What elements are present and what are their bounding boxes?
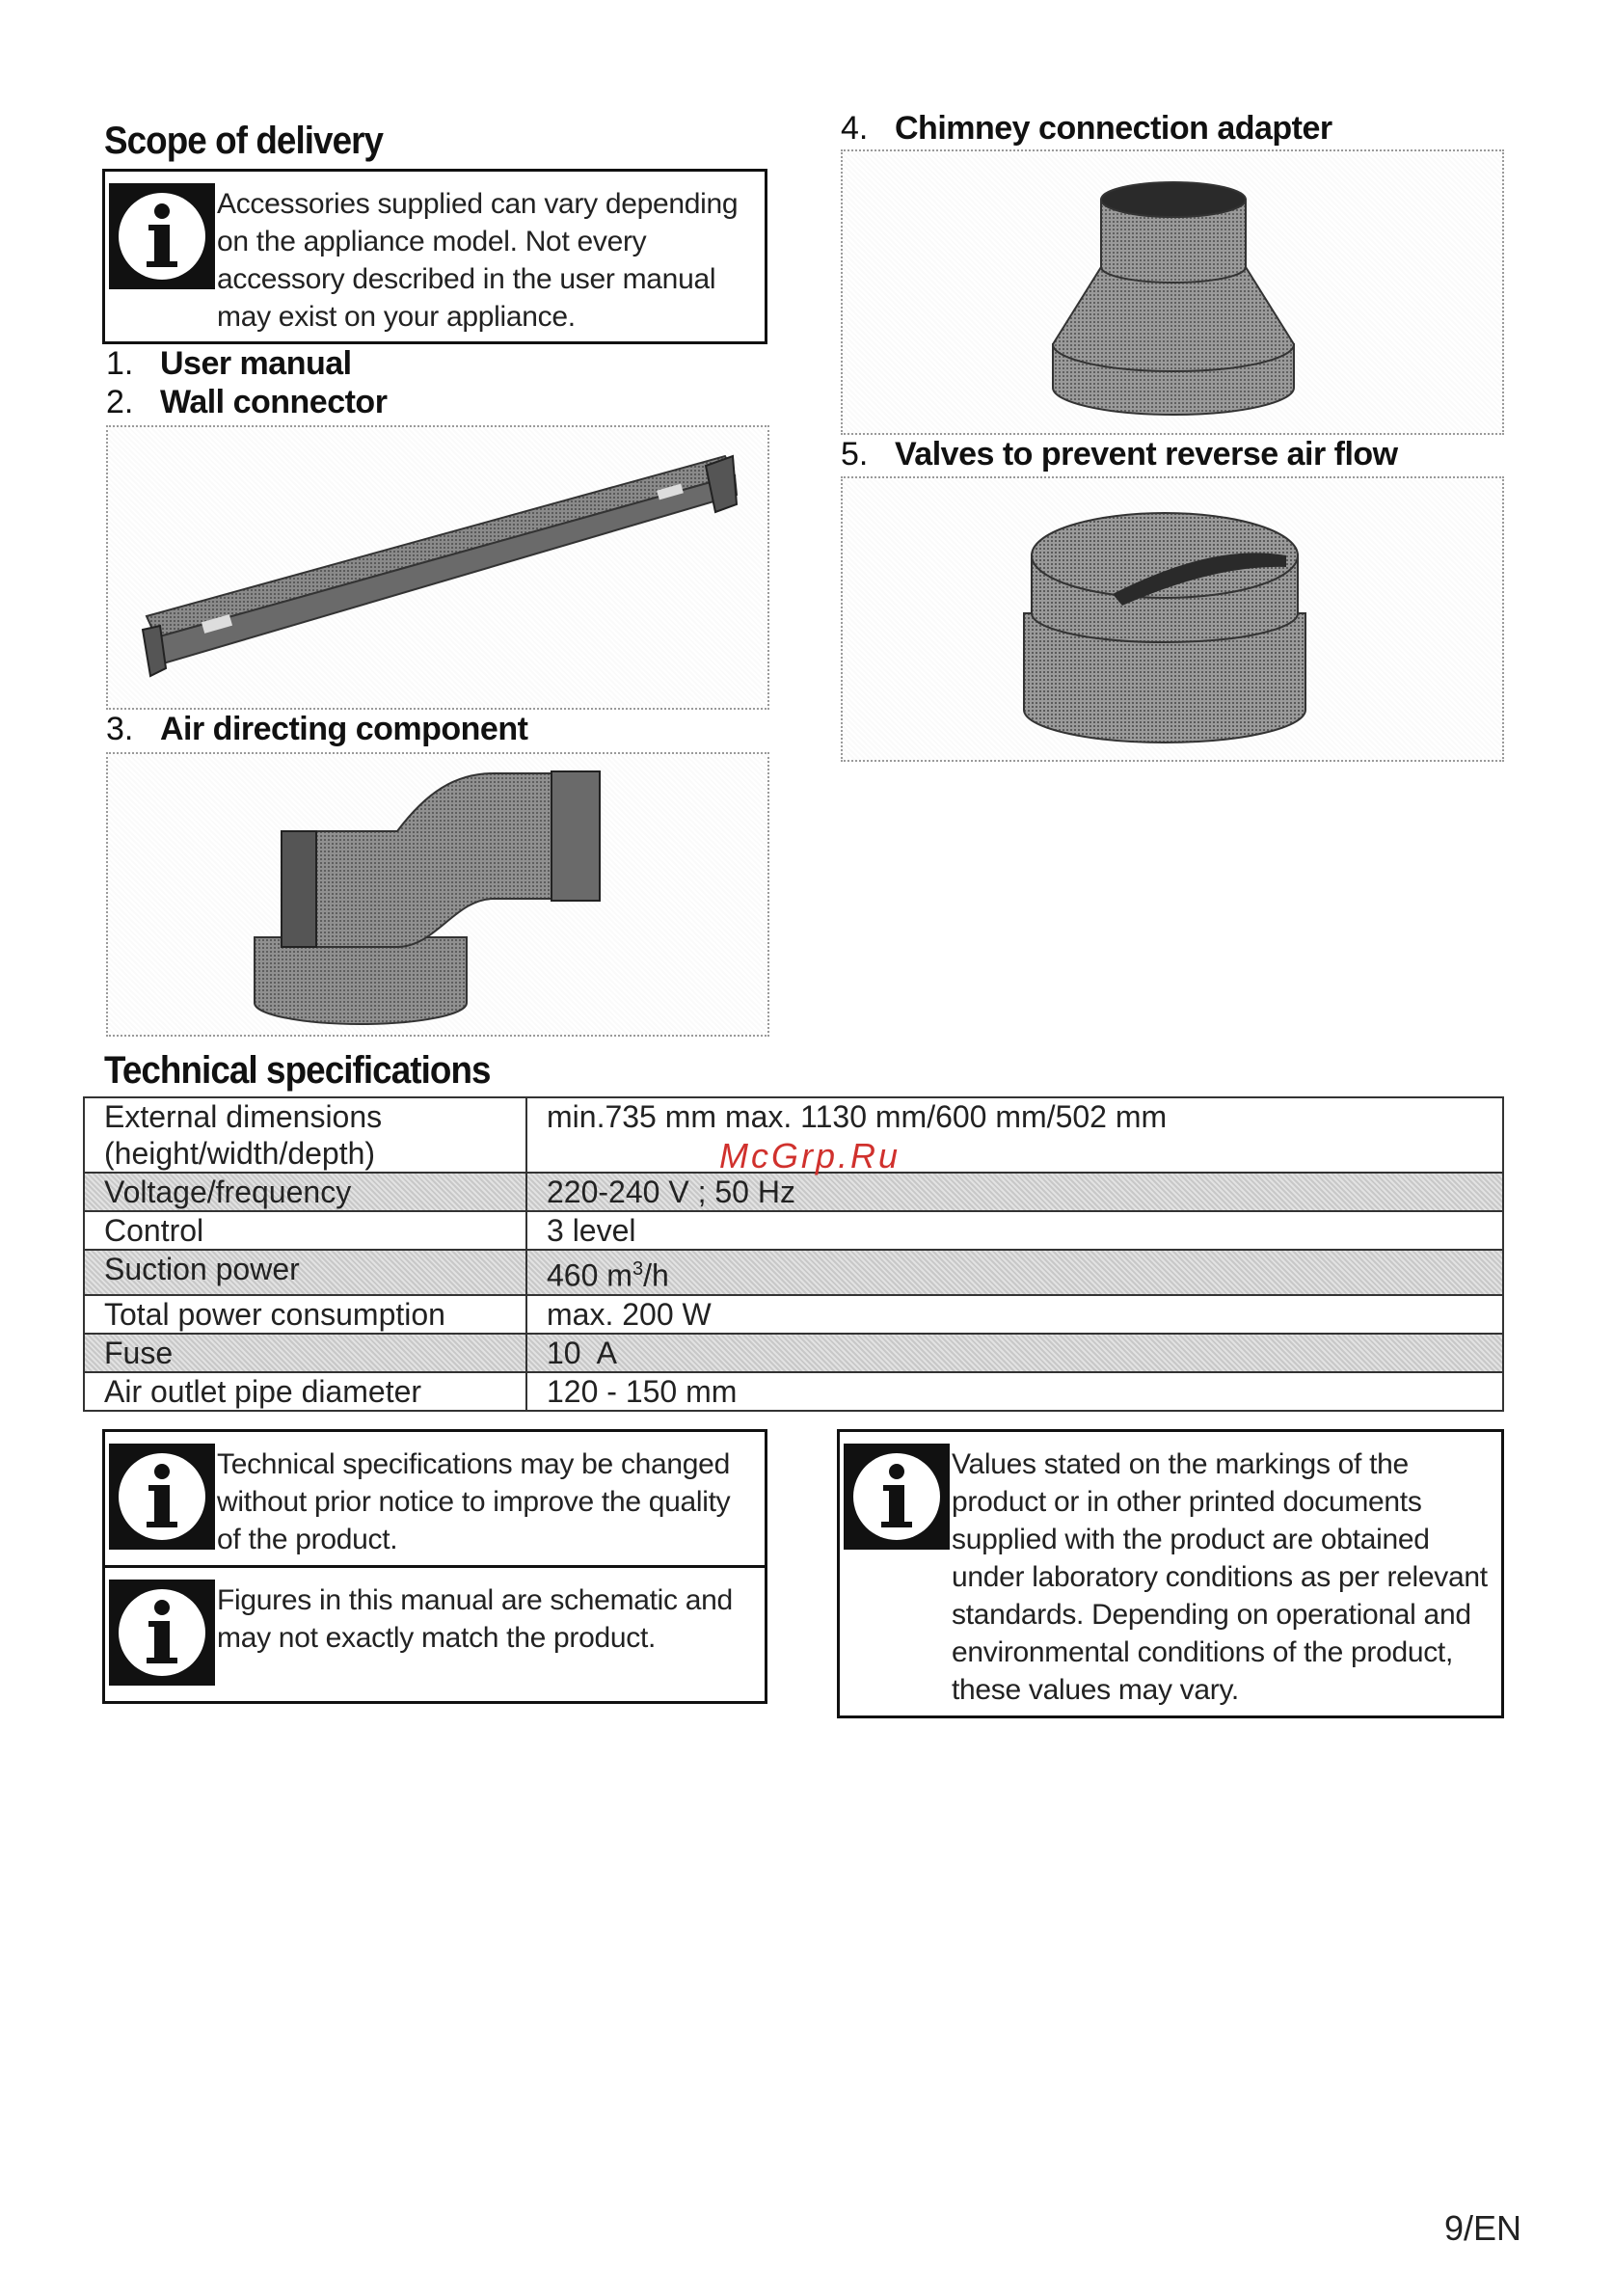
item-valves bbox=[841, 436, 1398, 473]
tech-heading: Technical specifications bbox=[104, 1049, 491, 1092]
watermark: McGrp.Ru bbox=[719, 1136, 901, 1175]
table-row bbox=[84, 1250, 1503, 1295]
spec-value-main: 460 m bbox=[547, 1257, 632, 1293]
table-row bbox=[84, 1173, 1503, 1211]
item-number: 5. bbox=[841, 436, 869, 473]
spec-label: Voltage/frequency bbox=[84, 1173, 526, 1211]
values-stated-note bbox=[837, 1429, 1504, 1718]
spec-value: 220-240 V ; 50 Hz bbox=[526, 1173, 1503, 1211]
item-label: Chimney connection adapter bbox=[895, 110, 1332, 147]
tech-change-note bbox=[102, 1429, 767, 1568]
item-number: 1. bbox=[106, 345, 134, 382]
info-icon bbox=[109, 183, 215, 289]
schematic-text: Figures in this manual are schematic and may not exactly match the product. bbox=[217, 1584, 733, 1654]
scope-note bbox=[102, 169, 767, 344]
info-icon bbox=[844, 1444, 950, 1550]
spec-value: 10 A bbox=[526, 1334, 1503, 1372]
values-stated-text: Values stated on the markings of the product or in other printed documents supplied with the product are obtained under laboratory conditions as per relevant standards. Depending on operational and environmental conditions of the product, these values may vary. bbox=[952, 1448, 1488, 1706]
spec-label: Total power consumption bbox=[84, 1295, 526, 1334]
item-label: Air directing component bbox=[160, 711, 528, 747]
tech-change-text: Technical specifications may be changed without prior notice to improve the quality of the product. bbox=[217, 1448, 731, 1555]
item-air-directing bbox=[106, 711, 527, 748]
item-label: Valves to prevent reverse air flow bbox=[895, 436, 1398, 473]
page-number: 9/EN bbox=[1443, 2208, 1521, 2248]
spec-label: Fuse bbox=[84, 1334, 526, 1372]
schematic-note bbox=[102, 1565, 767, 1704]
spec-value: max. 200 W bbox=[526, 1295, 1503, 1334]
scope-heading: Scope of delivery bbox=[104, 120, 384, 162]
spec-value bbox=[526, 1250, 1503, 1295]
spec-value-sup: 3 bbox=[632, 1258, 644, 1280]
table-row bbox=[84, 1372, 1503, 1411]
item-label: Wall connector bbox=[160, 384, 388, 420]
info-icon bbox=[109, 1444, 215, 1550]
spec-value: 3 level bbox=[526, 1211, 1503, 1250]
spec-value-suffix: /h bbox=[643, 1257, 669, 1293]
item-number: 4. bbox=[841, 110, 869, 147]
item-label: User manual bbox=[160, 345, 352, 382]
item-chimney-adapter bbox=[841, 110, 1332, 148]
air-directing-image bbox=[106, 752, 769, 1037]
table-row bbox=[84, 1295, 1503, 1334]
item-number: 2. bbox=[106, 384, 134, 420]
spec-value: 120 - 150 mm bbox=[526, 1372, 1503, 1411]
info-icon bbox=[109, 1580, 215, 1686]
spec-label: External dimensions (height/width/depth) bbox=[84, 1097, 526, 1173]
item-number: 3. bbox=[106, 711, 134, 747]
scope-note-text: Accessories supplied can vary depending on the appliance model. Not every accessory described in the user manual may exist on your appliance. bbox=[217, 188, 739, 333]
chimney-adapter-image bbox=[841, 149, 1504, 435]
spec-value: min.735 mm max. 1130 mm/600 mm/502 mm bbox=[526, 1097, 1503, 1173]
table-row bbox=[84, 1334, 1503, 1372]
spec-label: Air outlet pipe diameter bbox=[84, 1372, 526, 1411]
valves-image bbox=[841, 476, 1504, 762]
wall-connector-image bbox=[106, 425, 769, 710]
item-user-manual bbox=[106, 345, 352, 383]
spec-label: Control bbox=[84, 1211, 526, 1250]
table-row bbox=[84, 1211, 1503, 1250]
item-wall-connector bbox=[106, 384, 387, 421]
spec-label: Suction power bbox=[84, 1250, 526, 1295]
